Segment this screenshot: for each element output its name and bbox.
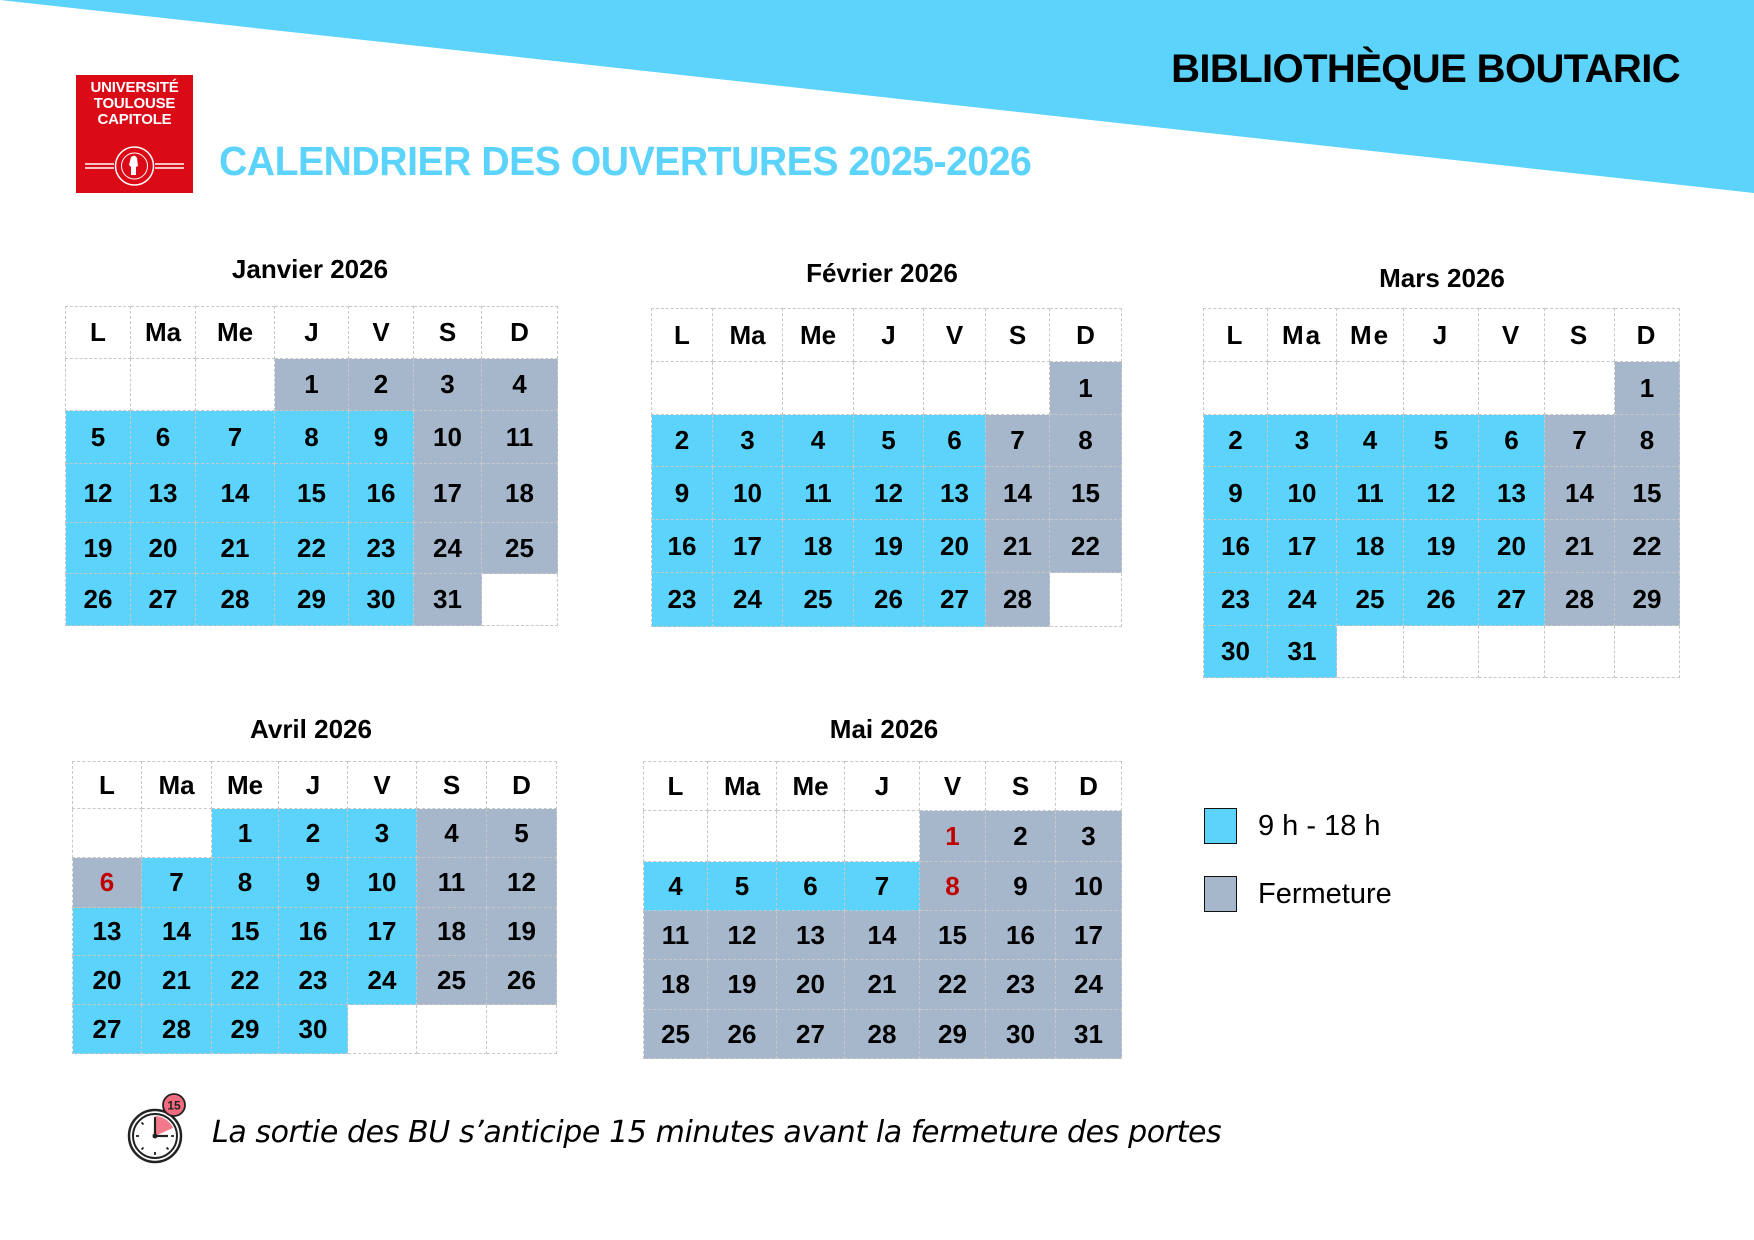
- day-cell-open: 25: [1337, 573, 1404, 626]
- weekday-header: J: [1404, 309, 1479, 362]
- week-row: [73, 908, 557, 956]
- alarm-clock-15-icon: [126, 1092, 188, 1164]
- month-title-janvier: Janvier 2026: [231, 254, 389, 284]
- weekday-header: L: [644, 762, 708, 811]
- weekday-header: J: [279, 762, 348, 809]
- week-row: [1204, 467, 1680, 520]
- weekday-header: Me: [783, 309, 854, 362]
- footer-note: La sortie des BU s’anticipe 15 minutes avant la fermeture des portes: [212, 1115, 1222, 1150]
- day-cell-open: 27: [73, 1005, 142, 1054]
- legend-label-closed: Fermeture: [1258, 878, 1392, 910]
- week-row: [652, 520, 1122, 573]
- day-cell-open: 13: [73, 908, 142, 956]
- week-row: [652, 415, 1122, 467]
- day-cell-empty: [131, 359, 196, 411]
- weekday-header-row: [73, 762, 557, 809]
- day-cell-empty: [1204, 362, 1268, 415]
- weekday-header: Ma: [713, 309, 783, 362]
- day-cell-open: 5: [66, 411, 131, 464]
- day-cell-closed: 26: [487, 956, 557, 1005]
- day-cell-closed: 8: [1050, 415, 1122, 467]
- day-cell-closed: 15: [1050, 467, 1122, 520]
- day-cell-open: 11: [783, 467, 854, 520]
- day-cell-empty: [1404, 362, 1479, 415]
- day-cell-open: 20: [924, 520, 986, 573]
- weekday-header: V: [348, 762, 417, 809]
- day-cell-open: 6: [777, 862, 845, 911]
- day-cell-open: 10: [1268, 467, 1337, 520]
- week-row: [73, 858, 557, 908]
- calendar-mars: [1203, 308, 1680, 678]
- day-cell-open: 15: [275, 464, 349, 523]
- day-cell-closed: 24: [1056, 960, 1122, 1010]
- day-cell-open: 18: [1337, 520, 1404, 573]
- day-cell-closed: 1: [1050, 362, 1122, 415]
- day-cell-closed: 10: [414, 411, 482, 464]
- page-title: CALENDRIER DES OUVERTURES 2025-2026: [219, 138, 1032, 184]
- weekday-header: S: [414, 307, 482, 359]
- day-cell-closed: 11: [417, 858, 487, 908]
- weekday-header: L: [73, 762, 142, 809]
- university-logo: [76, 75, 193, 193]
- day-cell-closed: 18: [417, 908, 487, 956]
- day-cell-closed: 31: [414, 574, 482, 626]
- day-cell-open: 30: [1204, 626, 1268, 678]
- day-cell-empty: [142, 809, 212, 858]
- day-cell-empty: [1337, 626, 1404, 678]
- day-cell-closed: 7: [986, 415, 1050, 467]
- day-cell-open: 14: [196, 464, 275, 523]
- day-cell-open: 9: [349, 411, 414, 464]
- weekday-header: D: [487, 762, 557, 809]
- weekday-header: Me: [196, 307, 275, 359]
- day-cell-empty: [487, 1005, 557, 1054]
- day-cell-open: 13: [131, 464, 196, 523]
- logo-line-2: TOULOUSE: [93, 95, 176, 112]
- day-cell-open: 16: [349, 464, 414, 523]
- day-cell-open: 29: [212, 1005, 279, 1054]
- day-cell-closed: 5: [487, 809, 557, 858]
- week-row: [1204, 573, 1680, 626]
- day-cell-empty: [66, 359, 131, 411]
- day-cell-open: 27: [924, 573, 986, 627]
- weekday-header: L: [652, 309, 713, 362]
- day-cell-closed: 23: [986, 960, 1056, 1010]
- day-cell-closed: 10: [1056, 862, 1122, 911]
- day-cell-closed: 28: [1545, 573, 1615, 626]
- day-cell-empty: [1050, 573, 1122, 627]
- day-cell-closed: 14: [845, 911, 920, 960]
- week-row: [66, 574, 558, 626]
- weekday-header: D: [1056, 762, 1122, 811]
- day-cell-empty: [644, 811, 708, 862]
- day-cell-open: 17: [348, 908, 417, 956]
- weekday-header: V: [920, 762, 986, 811]
- day-cell-closed: 11: [482, 411, 558, 464]
- day-cell-empty: [924, 362, 986, 415]
- day-cell-closed: 3: [414, 359, 482, 411]
- day-cell-open: 31: [1268, 626, 1337, 678]
- month-title-fevrier: Février 2026: [806, 258, 958, 288]
- day-cell-open: 11: [1337, 467, 1404, 520]
- day-cell-empty: [348, 1005, 417, 1054]
- day-cell-open: 16: [279, 908, 348, 956]
- svg-text:15: 15: [167, 1098, 181, 1113]
- week-row: [66, 411, 558, 464]
- day-cell-empty: [986, 362, 1050, 415]
- day-cell-closed: 2: [986, 811, 1056, 862]
- weekday-header: J: [845, 762, 920, 811]
- week-row: [644, 862, 1122, 911]
- day-cell-open: 10: [713, 467, 783, 520]
- day-cell-empty: [1545, 362, 1615, 415]
- day-cell-open: 23: [652, 573, 713, 627]
- day-cell-open: 10: [348, 858, 417, 908]
- weekday-header: Ma: [708, 762, 777, 811]
- day-cell-open: 3: [713, 415, 783, 467]
- day-cell-closed: 25: [482, 523, 558, 574]
- day-cell-empty: [1337, 362, 1404, 415]
- weekday-header: J: [275, 307, 349, 359]
- day-cell-closed: 27: [777, 1010, 845, 1059]
- day-cell-closed: 29: [920, 1010, 986, 1059]
- day-cell-closed: 18: [482, 464, 558, 523]
- day-cell-closed: 25: [417, 956, 487, 1005]
- day-cell-closed: 29: [1615, 573, 1680, 626]
- day-cell-open: 2: [279, 809, 348, 858]
- week-row: [1204, 520, 1680, 573]
- week-row: [73, 809, 557, 858]
- day-cell-closed: 26: [708, 1010, 777, 1059]
- day-cell-open: 27: [131, 574, 196, 626]
- day-cell-closed: 6: [73, 858, 142, 908]
- week-row: [66, 359, 558, 411]
- day-cell-closed: 13: [777, 911, 845, 960]
- logo-line-3: CAPITOLE: [97, 111, 172, 128]
- day-cell-closed: 2: [349, 359, 414, 411]
- day-cell-closed: 28: [986, 573, 1050, 627]
- day-cell-open: 6: [131, 411, 196, 464]
- calendar-fevrier: [651, 308, 1122, 627]
- day-cell-open: 20: [1479, 520, 1545, 573]
- day-cell-open: 7: [845, 862, 920, 911]
- day-cell-closed: 12: [708, 911, 777, 960]
- week-row: [652, 467, 1122, 520]
- weekday-header: V: [1479, 309, 1545, 362]
- day-cell-open: 24: [348, 956, 417, 1005]
- week-row: [1204, 626, 1680, 678]
- day-cell-open: 8: [212, 858, 279, 908]
- day-cell-empty: [417, 1005, 487, 1054]
- day-cell-open: 4: [644, 862, 708, 911]
- day-cell-open: 4: [1337, 415, 1404, 467]
- weekday-header: Ma: [1268, 309, 1337, 362]
- day-cell-open: 30: [279, 1005, 348, 1054]
- week-row: [644, 811, 1122, 862]
- day-cell-closed: 21: [845, 960, 920, 1010]
- week-row: [1204, 362, 1680, 415]
- day-cell-closed: 22: [920, 960, 986, 1010]
- day-cell-open: 23: [1204, 573, 1268, 626]
- weekday-header: V: [349, 307, 414, 359]
- day-cell-open: 6: [924, 415, 986, 467]
- seal-icon: [76, 141, 193, 193]
- day-cell-open: 29: [275, 574, 349, 626]
- weekday-header: S: [986, 762, 1056, 811]
- day-cell-closed: 28: [845, 1010, 920, 1059]
- day-cell-closed: 7: [1545, 415, 1615, 467]
- weekday-header: S: [986, 309, 1050, 362]
- day-cell-open: 12: [66, 464, 131, 523]
- day-cell-open: 3: [1268, 415, 1337, 467]
- weekday-header-row: [644, 762, 1122, 811]
- day-cell-open: 21: [142, 956, 212, 1005]
- day-cell-empty: [1404, 626, 1479, 678]
- day-cell-closed: 8: [1615, 415, 1680, 467]
- day-cell-open: 15: [212, 908, 279, 956]
- day-cell-empty: [708, 811, 777, 862]
- week-row: [652, 362, 1122, 415]
- day-cell-closed: 16: [986, 911, 1056, 960]
- day-cell-open: 19: [1404, 520, 1479, 573]
- day-cell-open: 7: [196, 411, 275, 464]
- day-cell-open: 5: [708, 862, 777, 911]
- weekday-header-row: [1204, 309, 1680, 362]
- day-cell-closed: 9: [986, 862, 1056, 911]
- day-cell-closed: 19: [487, 908, 557, 956]
- day-cell-open: 30: [349, 574, 414, 626]
- day-cell-closed: 12: [487, 858, 557, 908]
- weekday-header: L: [1204, 309, 1268, 362]
- logo-line-1: UNIVERSITÉ: [90, 79, 179, 96]
- month-title-avril: Avril 2026: [250, 714, 372, 744]
- library-name: BIBLIOTHÈQUE BOUTARIC: [1171, 47, 1680, 91]
- day-cell-closed: 1: [1615, 362, 1680, 415]
- day-cell-open: 9: [1204, 467, 1268, 520]
- day-cell-open: 26: [66, 574, 131, 626]
- day-cell-open: 23: [279, 956, 348, 1005]
- day-cell-closed: 17: [1056, 911, 1122, 960]
- weekday-header: L: [66, 307, 131, 359]
- day-cell-open: 5: [854, 415, 924, 467]
- day-cell-closed: 15: [1615, 467, 1680, 520]
- day-cell-empty: [196, 359, 275, 411]
- day-cell-open: 20: [131, 523, 196, 574]
- day-cell-closed: 14: [1545, 467, 1615, 520]
- day-cell-open: 12: [854, 467, 924, 520]
- day-cell-empty: [1615, 626, 1680, 678]
- day-cell-open: 27: [1479, 573, 1545, 626]
- day-cell-open: 26: [854, 573, 924, 627]
- day-cell-open: 21: [196, 523, 275, 574]
- day-cell-open: 17: [1268, 520, 1337, 573]
- day-cell-closed: 22: [1050, 520, 1122, 573]
- day-cell-empty: [73, 809, 142, 858]
- day-cell-empty: [482, 574, 558, 626]
- week-row: [652, 573, 1122, 627]
- day-cell-closed: 17: [414, 464, 482, 523]
- week-row: [66, 464, 558, 523]
- legend-swatch-open: [1204, 808, 1237, 844]
- day-cell-open: 8: [275, 411, 349, 464]
- weekday-header: Ma: [131, 307, 196, 359]
- day-cell-open: 9: [652, 467, 713, 520]
- day-cell-open: 24: [1268, 573, 1337, 626]
- day-cell-open: 25: [783, 573, 854, 627]
- day-cell-open: 1: [212, 809, 279, 858]
- day-cell-open: 22: [275, 523, 349, 574]
- day-cell-open: 4: [783, 415, 854, 467]
- day-cell-closed: 18: [644, 960, 708, 1010]
- week-row: [73, 1005, 557, 1054]
- day-cell-empty: [713, 362, 783, 415]
- day-cell-closed: 4: [417, 809, 487, 858]
- calendar-avril: [72, 761, 557, 1054]
- weekday-header: D: [482, 307, 558, 359]
- day-cell-closed: 15: [920, 911, 986, 960]
- weekday-header: Me: [777, 762, 845, 811]
- weekday-header: Me: [212, 762, 279, 809]
- day-cell-open: 6: [1479, 415, 1545, 467]
- weekday-header-row: [66, 307, 558, 359]
- week-row: [66, 523, 558, 574]
- month-title-mars: Mars 2026: [1379, 263, 1505, 293]
- day-cell-open: 18: [783, 520, 854, 573]
- day-cell-open: 16: [652, 520, 713, 573]
- day-cell-empty: [777, 811, 845, 862]
- week-row: [644, 1010, 1122, 1059]
- week-row: [73, 956, 557, 1005]
- weekday-header: S: [1545, 309, 1615, 362]
- day-cell-open: 13: [924, 467, 986, 520]
- day-cell-open: 12: [1404, 467, 1479, 520]
- day-cell-closed: 8: [920, 862, 986, 911]
- day-cell-open: 28: [142, 1005, 212, 1054]
- day-cell-open: 16: [1204, 520, 1268, 573]
- day-cell-closed: 1: [920, 811, 986, 862]
- day-cell-open: 14: [142, 908, 212, 956]
- week-row: [644, 911, 1122, 960]
- day-cell-open: 23: [349, 523, 414, 574]
- weekday-header: D: [1615, 309, 1680, 362]
- day-cell-closed: 3: [1056, 811, 1122, 862]
- weekday-header: V: [924, 309, 986, 362]
- day-cell-closed: 14: [986, 467, 1050, 520]
- day-cell-closed: 31: [1056, 1010, 1122, 1059]
- day-cell-empty: [1268, 362, 1337, 415]
- legend-label-open: 9 h - 18 h: [1258, 810, 1381, 842]
- day-cell-open: 19: [854, 520, 924, 573]
- calendar-mai: [643, 761, 1122, 1059]
- day-cell-open: 2: [1204, 415, 1268, 467]
- day-cell-empty: [854, 362, 924, 415]
- day-cell-open: 17: [713, 520, 783, 573]
- day-cell-empty: [1479, 626, 1545, 678]
- day-cell-empty: [1479, 362, 1545, 415]
- day-cell-closed: 20: [777, 960, 845, 1010]
- weekday-header: S: [417, 762, 487, 809]
- day-cell-open: 13: [1479, 467, 1545, 520]
- weekday-header: Ma: [142, 762, 212, 809]
- day-cell-open: 19: [66, 523, 131, 574]
- day-cell-open: 22: [212, 956, 279, 1005]
- day-cell-closed: 4: [482, 359, 558, 411]
- day-cell-closed: 1: [275, 359, 349, 411]
- day-cell-open: 7: [142, 858, 212, 908]
- calendar-janvier: [65, 306, 558, 626]
- weekday-header: Me: [1337, 309, 1404, 362]
- day-cell-closed: 11: [644, 911, 708, 960]
- day-cell-open: 2: [652, 415, 713, 467]
- day-cell-open: 5: [1404, 415, 1479, 467]
- weekday-header-row: [652, 309, 1122, 362]
- day-cell-open: 24: [713, 573, 783, 627]
- day-cell-closed: 24: [414, 523, 482, 574]
- day-cell-closed: 22: [1615, 520, 1680, 573]
- month-title-mai: Mai 2026: [829, 714, 939, 744]
- day-cell-closed: 25: [644, 1010, 708, 1059]
- legend-swatch-closed: [1204, 876, 1237, 912]
- day-cell-empty: [1545, 626, 1615, 678]
- day-cell-closed: 19: [708, 960, 777, 1010]
- day-cell-empty: [845, 811, 920, 862]
- day-cell-closed: 21: [1545, 520, 1615, 573]
- day-cell-open: 3: [348, 809, 417, 858]
- weekday-header: J: [854, 309, 924, 362]
- day-cell-open: 26: [1404, 573, 1479, 626]
- day-cell-closed: 21: [986, 520, 1050, 573]
- day-cell-open: 28: [196, 574, 275, 626]
- day-cell-open: 20: [73, 956, 142, 1005]
- week-row: [644, 960, 1122, 1010]
- weekday-header: D: [1050, 309, 1122, 362]
- day-cell-empty: [652, 362, 713, 415]
- week-row: [1204, 415, 1680, 467]
- day-cell-closed: 30: [986, 1010, 1056, 1059]
- day-cell-empty: [783, 362, 854, 415]
- day-cell-open: 9: [279, 858, 348, 908]
